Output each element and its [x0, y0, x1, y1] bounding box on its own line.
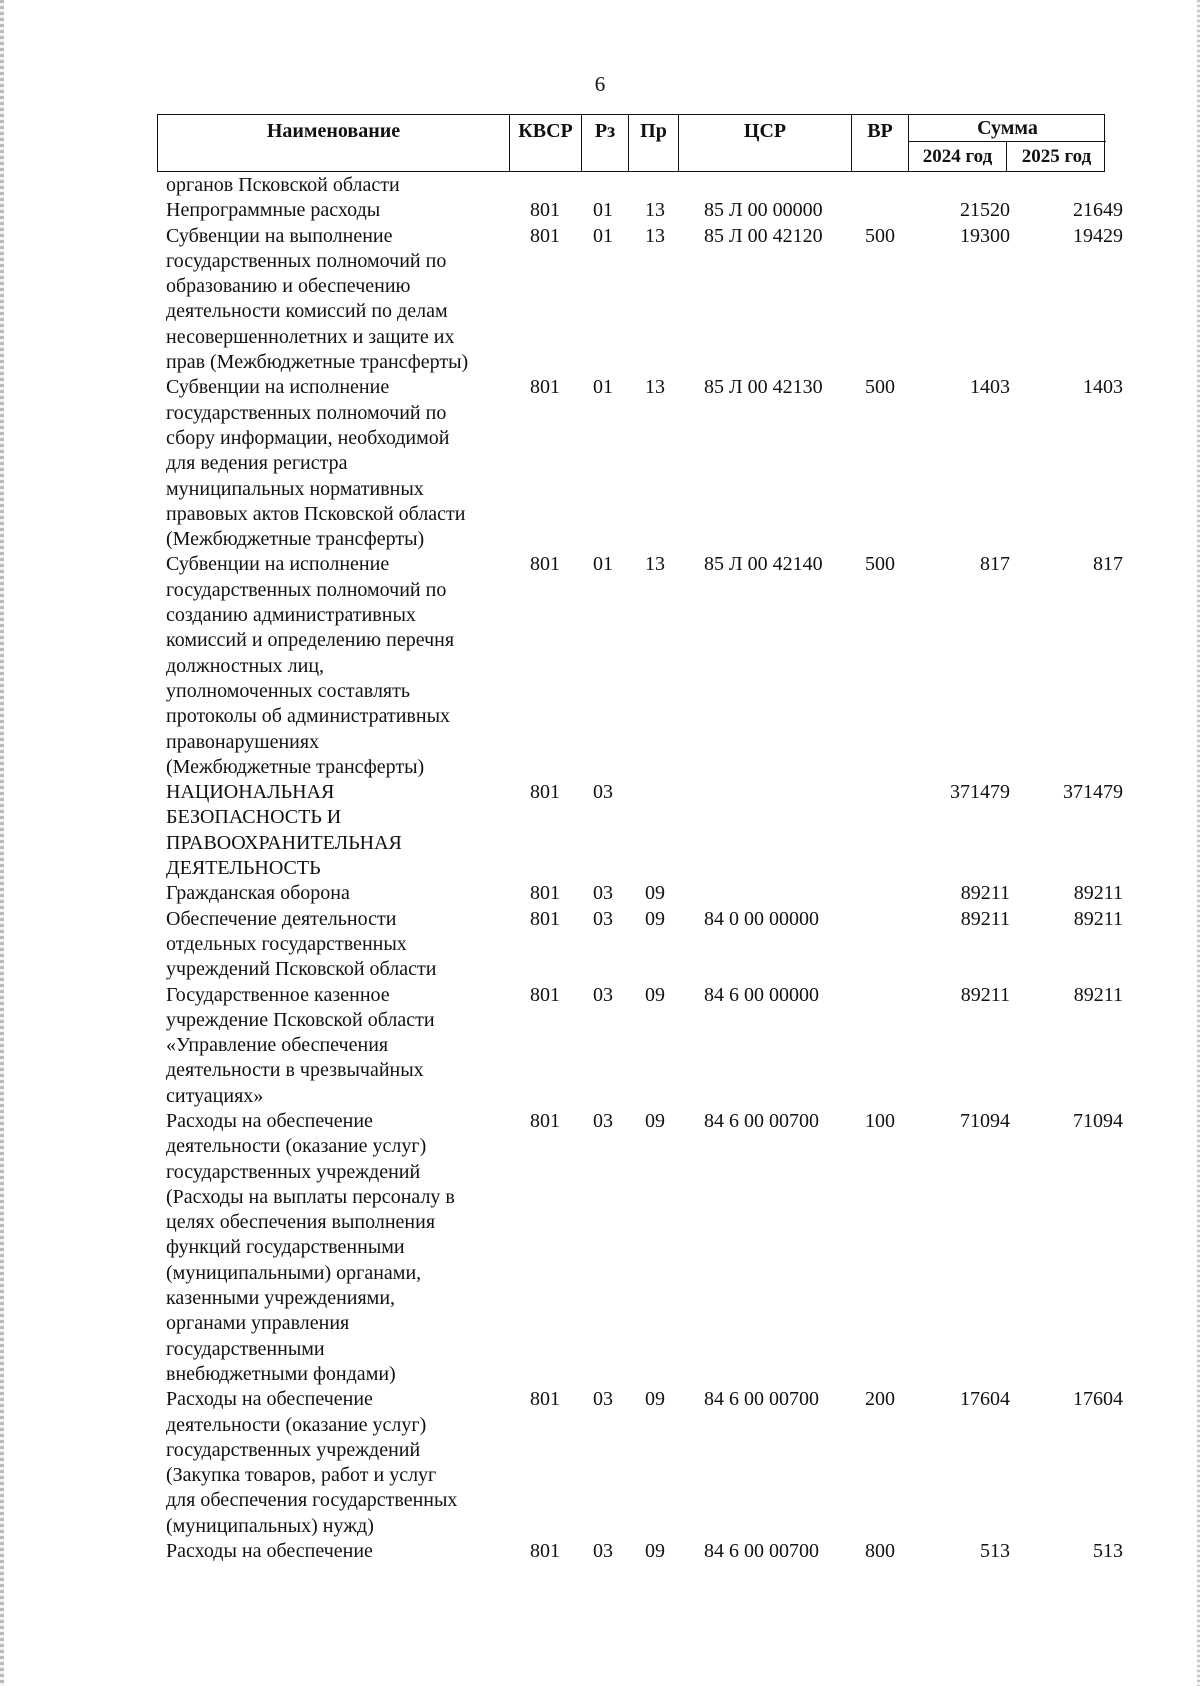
row-kvsr: 801: [530, 553, 560, 576]
row-name-line: казенными учреждениями,: [166, 1287, 396, 1310]
row-rz: 03: [593, 983, 613, 1006]
row-vr: 500: [865, 553, 895, 576]
table-row: [0, 1109, 1200, 1387]
row-pr: 13: [645, 376, 665, 399]
row-csr: 84 6 00 00700: [704, 1540, 819, 1563]
row-sum-2025: 21649: [1073, 199, 1123, 222]
row-sum-2024: 89211: [960, 907, 1010, 930]
row-name-line: учреждений Псковской области: [166, 958, 437, 981]
row-name-line: Субвенции на исполнение: [166, 376, 390, 399]
row-sum-2024: 19300: [960, 224, 1010, 247]
row-name-line: образованию и обеспечению: [166, 275, 411, 298]
row-csr: 85 Л 00 42140: [704, 553, 823, 576]
row-rz: 03: [593, 1388, 613, 1411]
header-pr: Пр: [629, 115, 679, 171]
row-csr: 85 Л 00 42120: [704, 224, 823, 247]
row-name-line: созданию административных: [166, 604, 416, 627]
row-name-line: отдельных государственных: [166, 932, 407, 955]
row-pr: 09: [645, 983, 665, 1006]
row-sum-2024: 89211: [960, 983, 1010, 1006]
header-sum-group: [909, 115, 1106, 171]
row-kvsr: 801: [530, 224, 560, 247]
row-sum-2025: 17604: [1073, 1388, 1123, 1411]
row-name-line: целях обеспечения выполнения: [166, 1211, 436, 1234]
row-csr: 84 6 00 00700: [704, 1109, 819, 1132]
row-name-line: деятельности (оказание услуг): [166, 1413, 427, 1436]
table-row: [0, 780, 1200, 881]
row-rz: 03: [593, 1109, 613, 1132]
row-kvsr: 801: [530, 781, 560, 804]
row-name-line: для обеспечения государственных: [166, 1489, 458, 1512]
row-rz: 01: [593, 376, 613, 399]
row-name-line: Государственное казенное: [166, 983, 390, 1006]
row-name-line: Расходы на обеспечение: [166, 1388, 373, 1411]
header-year-2025: 2025 год: [1021, 146, 1092, 167]
row-csr: 84 6 00 00700: [704, 1388, 819, 1411]
table-row: [0, 173, 1200, 198]
row-name-line: внебюджетными фондами): [166, 1362, 396, 1385]
row-vr: 500: [865, 376, 895, 399]
row-name-line: Непрограммные расходы: [166, 199, 381, 222]
row-sum-2024: 513: [980, 1540, 1010, 1563]
row-name: [166, 1539, 511, 1564]
table-row: [0, 552, 1200, 780]
row-name: [166, 375, 511, 552]
header-kvsr: КВСР: [510, 115, 582, 171]
row-sum-2025: 513: [1093, 1540, 1123, 1563]
row-sum-2024: 1403: [970, 376, 1010, 399]
row-sum-2025: 1403: [1083, 376, 1123, 399]
row-sum-2025: 817: [1093, 553, 1123, 576]
row-rz: 01: [593, 224, 613, 247]
row-name-line: ситуациях»: [166, 1084, 264, 1107]
row-name-line: правовых актов Псковской области: [166, 502, 466, 525]
row-pr: 13: [645, 199, 665, 222]
row-vr: 500: [865, 224, 895, 247]
row-sum-2025: 89211: [1073, 882, 1123, 905]
row-pr: 13: [645, 224, 665, 247]
header-name: Наименование: [158, 115, 510, 171]
row-name-line: органами управления: [166, 1312, 350, 1335]
row-name-line: (Межбюджетные трансферты): [166, 528, 425, 551]
row-rz: 03: [593, 781, 613, 804]
table-body: [0, 173, 1200, 1564]
row-pr: 09: [645, 1388, 665, 1411]
row-name-line: учреждение Псковской области: [166, 1008, 435, 1031]
row-kvsr: 801: [530, 907, 560, 930]
row-name-line: комиссий и определению перечня: [166, 629, 455, 652]
row-name-line: «Управление обеспечения: [166, 1034, 389, 1057]
row-name-line: (Межбюджетные трансферты): [166, 755, 425, 778]
row-name-line: сбору информации, необходимой: [166, 426, 450, 449]
row-name-line: протоколы об административных: [166, 705, 451, 728]
row-name-line: муниципальных нормативных: [166, 477, 424, 500]
row-sum-2024: 371479: [950, 781, 1010, 804]
row-kvsr: 801: [530, 1540, 560, 1563]
row-name-line: Обеспечение деятельности: [166, 907, 397, 930]
table-row: [0, 198, 1200, 223]
row-vr: 800: [865, 1540, 895, 1563]
row-name: [166, 780, 511, 881]
row-sum-2025: 89211: [1073, 983, 1123, 1006]
row-name-line: государственными: [166, 1337, 325, 1360]
row-name-line: государственных учреждений: [166, 1438, 421, 1461]
table-row: [0, 375, 1200, 552]
row-sum-2024: 71094: [960, 1109, 1010, 1132]
row-name-line: органов Псковской области: [166, 174, 400, 196]
row-name-line: деятельности в чрезвычайных: [166, 1059, 424, 1082]
row-name-line: ПРАВООХРАНИТЕЛЬНАЯ: [166, 831, 402, 854]
row-kvsr: 801: [530, 983, 560, 1006]
row-sum-2024: 21520: [960, 199, 1010, 222]
row-name-line: деятельности комиссий по делам: [166, 300, 448, 323]
row-kvsr: 801: [530, 1388, 560, 1411]
row-name-line: (муниципальными) органами,: [166, 1261, 422, 1284]
row-name-line: Гражданская оборона: [166, 882, 350, 905]
row-vr: 100: [865, 1109, 895, 1132]
header-rz: Рз: [582, 115, 629, 171]
row-name-line: Расходы на обеспечение: [166, 1540, 373, 1563]
row-pr: 09: [645, 1109, 665, 1132]
row-rz: 01: [593, 553, 613, 576]
page-number: 6: [594, 72, 606, 96]
row-name-line: Субвенции на исполнение: [166, 553, 390, 576]
row-rz: 03: [593, 907, 613, 930]
header-csr: ЦСР: [679, 115, 852, 171]
row-rz: 03: [593, 882, 613, 905]
row-name-line: государственных учреждений: [166, 1160, 421, 1183]
row-sum-2024: 17604: [960, 1388, 1010, 1411]
table-row: [0, 224, 1200, 376]
row-name-line: (Расходы на выплаты персоналу в: [166, 1185, 455, 1208]
row-kvsr: 801: [530, 376, 560, 399]
table-row: [0, 881, 1200, 906]
row-sum-2025: 19429: [1073, 224, 1123, 247]
row-name-line: функций государственными: [166, 1236, 405, 1259]
row-kvsr: 801: [530, 199, 560, 222]
row-csr: 85 Л 00 00000: [704, 199, 823, 222]
row-name: [166, 907, 511, 983]
table-row: [0, 907, 1200, 983]
row-name-line: прав (Межбюджетные трансферты): [166, 351, 469, 374]
row-csr: 85 Л 00 42130: [704, 376, 823, 399]
row-sum-2025: 371479: [1063, 781, 1123, 804]
table-header: [157, 114, 1105, 172]
row-csr: 84 6 00 00000: [704, 983, 819, 1006]
row-rz: 01: [593, 199, 613, 222]
row-rz: 03: [593, 1540, 613, 1563]
row-name: [166, 173, 511, 198]
row-name: [166, 1109, 511, 1387]
header-year-2024: 2024 год: [909, 142, 1007, 171]
row-name-line: ДЕЯТЕЛЬНОСТЬ: [166, 857, 321, 880]
row-sum-2025: 89211: [1073, 907, 1123, 930]
row-name-line: Расходы на обеспечение: [166, 1109, 373, 1132]
row-name-line: государственных полномочий по: [166, 249, 447, 272]
row-pr: 13: [645, 553, 665, 576]
table-row: [0, 1387, 1200, 1539]
row-name-line: должностных лиц,: [166, 654, 325, 677]
row-vr: 200: [865, 1388, 895, 1411]
table-row: [0, 1539, 1200, 1564]
header-vr: ВР: [852, 115, 909, 171]
table-row: [0, 983, 1200, 1109]
row-name-line: для ведения регистра: [166, 452, 348, 475]
row-name: [166, 1387, 511, 1539]
row-name-line: несовершеннолетних и защите их: [166, 325, 455, 348]
row-name-line: деятельности (оказание услуг): [166, 1135, 427, 1158]
row-pr: 09: [645, 882, 665, 905]
header-sum: Сумма: [909, 115, 1106, 142]
row-csr: 84 0 00 00000: [704, 907, 819, 930]
row-name-line: уполномоченных составлять: [166, 679, 410, 702]
row-sum-2025: 71094: [1073, 1109, 1123, 1132]
row-name-line: БЕЗОПАСНОСТЬ И: [166, 806, 342, 829]
row-name: [166, 198, 511, 223]
row-name-line: (Закупка товаров, работ и услуг: [166, 1464, 437, 1487]
row-name: [166, 552, 511, 780]
row-sum-2024: 817: [980, 553, 1010, 576]
row-name: [166, 224, 511, 376]
row-kvsr: 801: [530, 1109, 560, 1132]
row-name: [166, 881, 511, 906]
row-name-line: НАЦИОНАЛЬНАЯ: [166, 781, 335, 804]
row-sum-2024: 89211: [960, 882, 1010, 905]
row-name-line: (муниципальных) нужд): [166, 1514, 374, 1537]
row-name: [166, 983, 511, 1109]
row-name-line: государственных полномочий по: [166, 401, 447, 424]
row-pr: 09: [645, 907, 665, 930]
row-name-line: Субвенции на выполнение: [166, 224, 393, 247]
row-name-line: государственных полномочий по: [166, 578, 447, 601]
row-name-line: правонарушениях: [166, 730, 320, 753]
row-kvsr: 801: [530, 882, 560, 905]
row-pr: 09: [645, 1540, 665, 1563]
